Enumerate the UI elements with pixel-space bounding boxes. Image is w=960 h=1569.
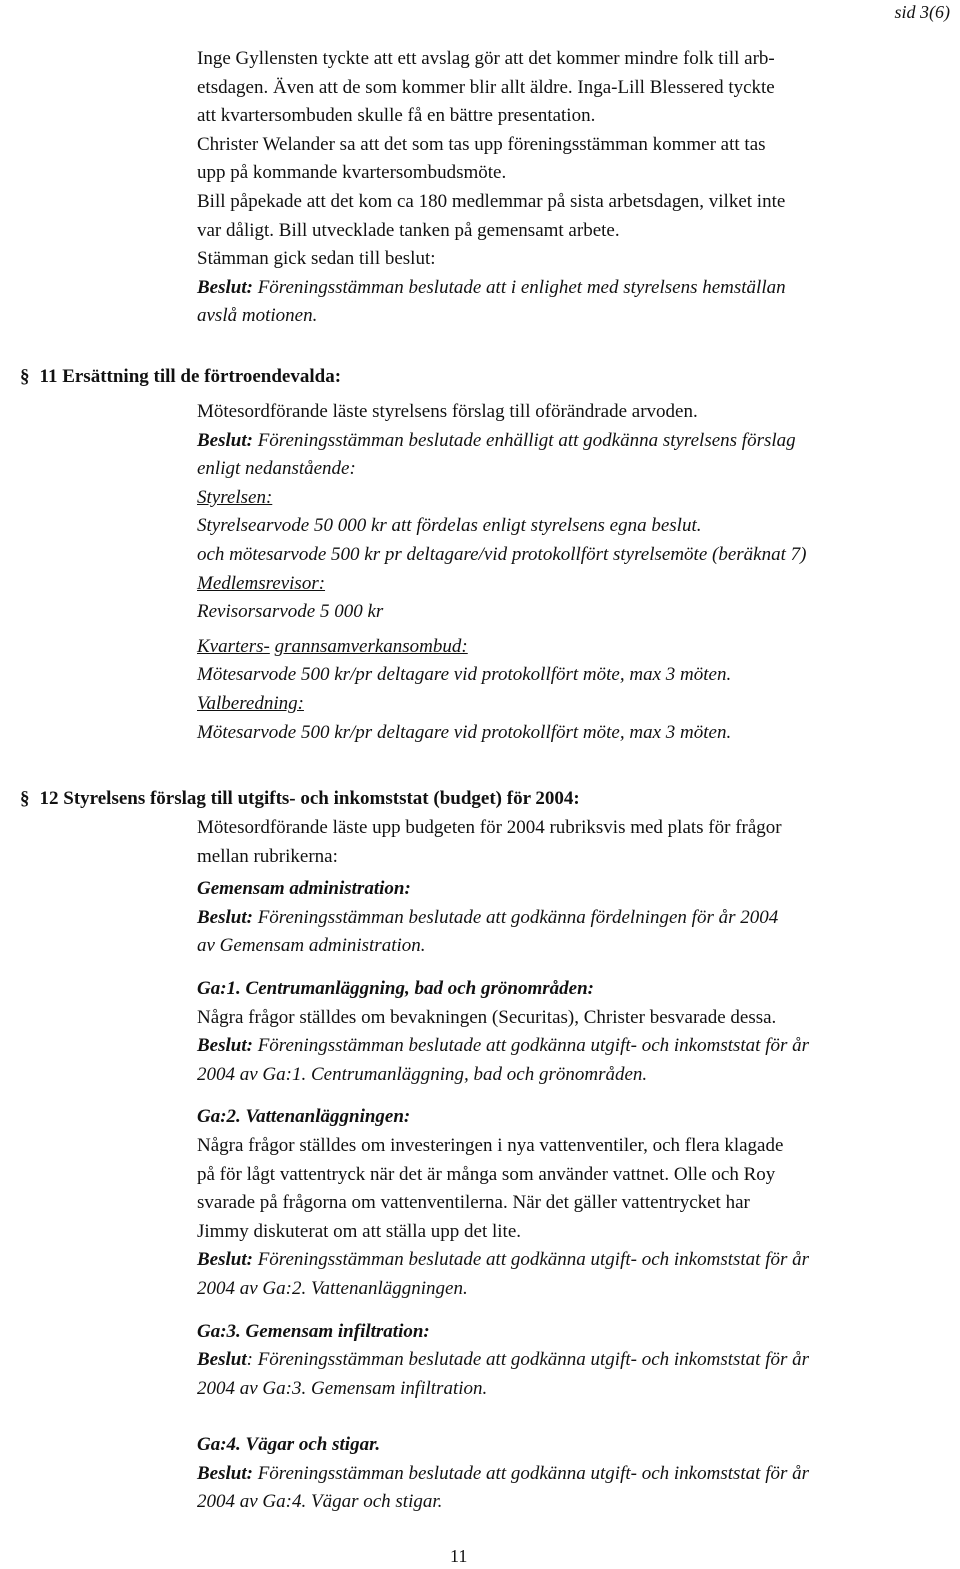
decision-label: Beslut:	[197, 1035, 253, 1057]
decision-label: Beslut:	[197, 429, 253, 451]
ga1-decision: Beslut: Föreningsstämman beslutade att godkänna utgift- och inkomststat för år	[197, 1035, 810, 1057]
ga2-decision-cont: 2004 av Ga:2. Vattenanläggningen.	[197, 1277, 468, 1299]
section-sign-icon: §	[20, 366, 30, 387]
section-11-decision-cont: enligt nedanstående:	[197, 458, 356, 480]
ga3-title: Ga:3. Gemensam infiltration:	[197, 1320, 430, 1342]
section-11-body	[197, 398, 954, 747]
decision-label: Beslut	[197, 1349, 247, 1371]
ga1-title: Ga:1. Centrumanläggning, bad och grönområden:	[197, 977, 594, 999]
ga2-text: svarade på frågorna om vattenventilerna. När det gäller vattentrycket har	[197, 1192, 750, 1214]
admin-decision: Beslut: Föreningsstämman beslutade att godkänna fördelningen för år 2004	[197, 906, 779, 928]
intro-line: upp på kommande kvartersombudsmöte.	[197, 162, 507, 184]
section-12-intro: mellan rubrikerna:	[197, 845, 338, 867]
intro-line: Christer Welander sa att det som tas upp föreningsstämman kommer att tas	[197, 133, 766, 155]
intro-line: etsdagen. Även att de som kommer blir allt äldre. Inga-Lill Blessered tyckte	[197, 76, 775, 98]
ga2-text: Jimmy diskuterat om att ställa upp det lite.	[197, 1220, 522, 1242]
intro-block	[197, 45, 954, 331]
intro-line: var dåligt. Bill utvecklade tanken på gemensamt arbete.	[197, 219, 620, 241]
valberedning-line: Mötesarvode 500 kr/pr deltagare vid protokollfört möte, max 3 möten.	[197, 721, 732, 743]
ga2-text: på för lågt vattentryck när det är många som använder vattnet. Olle och Roy	[197, 1163, 776, 1185]
revisor-label: Medlemsrevisor:	[197, 572, 326, 594]
ga3-decision-cont: 2004 av Ga:3. Gemensam infiltration.	[197, 1377, 488, 1399]
page-label: sid 3(6)	[894, 2, 950, 22]
intro-decision-cont: avslå motionen.	[197, 305, 318, 327]
ga4-decision-cont: 2004 av Ga:4. Vägar och stigar.	[197, 1491, 443, 1513]
decision-label: Beslut:	[197, 276, 253, 298]
footer-page-number: 11	[450, 1546, 468, 1566]
intro-decision: Beslut: Föreningsstämman beslutade att i enlighet med styrelsens hemställan	[197, 276, 786, 298]
ga2-decision: Beslut: Föreningsstämman beslutade att godkänna utgift- och inkomststat för år	[197, 1249, 810, 1271]
section-12-intro: Mötesordförande läste upp budgeten för 2004 rubriksvis med plats för frågor	[197, 817, 782, 838]
ga1-decision-cont: 2004 av Ga:1. Centrumanläggning, bad och grönområden.	[197, 1063, 648, 1085]
decision-label: Beslut:	[197, 906, 253, 928]
section-12-heading: § 12 Styrelsens förslag till utgifts- och inkomststat (budget) för 2004:	[20, 788, 580, 809]
revisor-line: Revisorsarvode 5 000 kr	[197, 601, 384, 623]
ga4-title: Ga:4. Vägar och stigar.	[197, 1434, 381, 1456]
intro-line: Stämman gick sedan till beslut:	[197, 248, 436, 270]
ga1-text: Några frågor ställdes om bevakningen (Securitas), Christer besvarade dessa.	[197, 1006, 777, 1028]
kvarter-label: Kvarters- grannsamverkansombud:	[197, 635, 468, 657]
section-11-read: Mötesordförande läste styrelsens förslag till oförändrade arvoden.	[197, 401, 698, 422]
ga4-decision: Beslut: Föreningsstämman beslutade att godkänna utgift- och inkomststat för år	[197, 1462, 810, 1484]
valberedning-label: Valberedning:	[197, 692, 304, 714]
admin-title: Gemensam administration:	[197, 878, 411, 900]
section-11-decision: Beslut: Föreningsstämman beslutade enhälligt att godkänna styrelsens förslag	[197, 429, 796, 451]
kvarter-line: Mötesarvode 500 kr/pr deltagare vid protokollfört möte, max 3 möten.	[197, 664, 732, 686]
decision-label: Beslut:	[197, 1462, 253, 1484]
admin-decision-cont: av Gemensam administration.	[197, 935, 426, 957]
section-12-body	[197, 814, 954, 1517]
ga2-title: Ga:2. Vattenanläggningen:	[197, 1106, 411, 1128]
ga2-text: Några frågor ställdes om investeringen i nya vattenventiler, och flera klagade	[197, 1134, 784, 1156]
intro-line: att kvartersombuden skulle få en bättre presentation.	[197, 105, 596, 127]
styrelsen-line: och mötesarvode 500 kr pr deltagare/vid protokollfört styrelsemöte (beräknat 7)	[197, 543, 807, 565]
decision-label: Beslut:	[197, 1249, 253, 1271]
section-sign-icon: §	[20, 788, 30, 809]
intro-line: Bill påpekade att det kom ca 180 medlemmar på sista arbetsdagen, vilket inte	[197, 190, 786, 212]
intro-line: Inge Gyllensten tyckte att ett avslag gör att det kommer mindre folk till arb-	[197, 48, 775, 69]
section-11-heading: § 11 Ersättning till de förtroendevalda:	[20, 366, 342, 387]
styrelsen-label: Styrelsen:	[197, 486, 273, 508]
ga3-decision: Beslut: Föreningsstämman beslutade att godkänna utgift- och inkomststat för år	[197, 1349, 810, 1371]
styrelsen-line: Styrelsearvode 50 000 kr att fördelas enligt styrelsens egna beslut.	[197, 515, 702, 537]
